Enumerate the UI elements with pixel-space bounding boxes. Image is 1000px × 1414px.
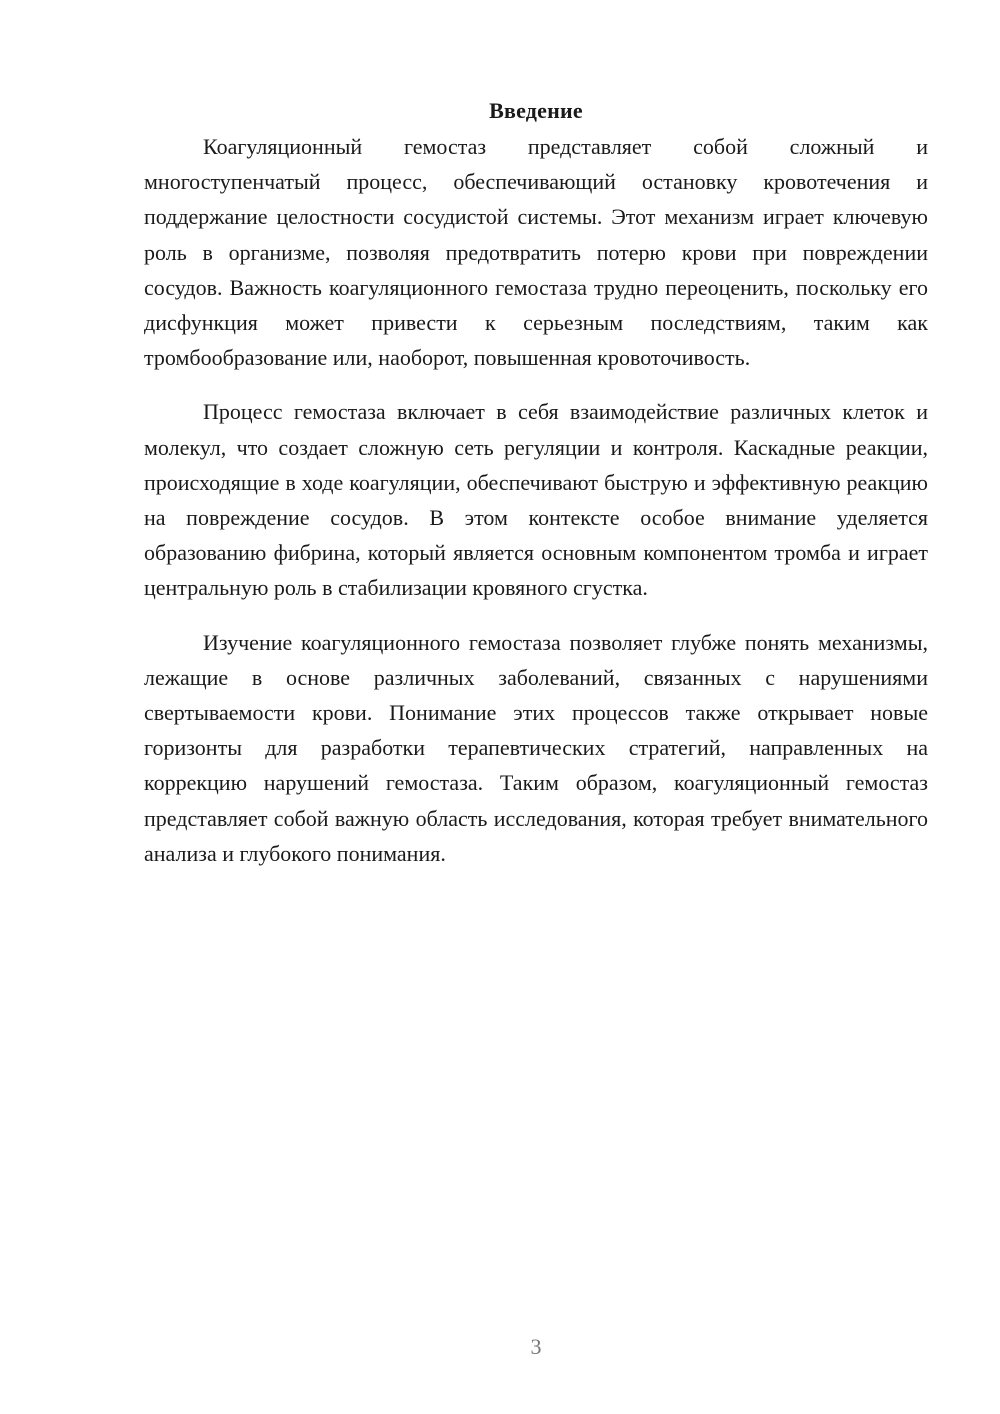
- page-number: 3: [530, 1334, 542, 1359]
- paragraph-1: Коагуляционный гемостаз представляет собой сложный и многоступенчатый процесс, обеспечивающий остановку кровотечения и поддержание целостности сосудистой системы. Этот механизм играет ключевую роль в организме, позволяя предотвратить потерю крови при повреждении сосудов. Важность коагуляционного гемостаза трудно переоценить, поскольку его дисфункция может привести к серьезным последствиям, таким как тромбообразование или, наоборот, повышенная кровоточивость.: [144, 134, 928, 371]
- paragraph-3: Изучение коагуляционного гемостаза позволяет глубже понять механизмы, лежащие в основе различных заболеваний, связанных с нарушениями свертываемости крови. Понимание этих процессов также открывает новые горизонты для разработки терапевтических стратегий, направленных на коррекцию нарушений гемостаза. Таким образом, коагуляционный гемостаз представляет собой важную область исследования, которая требует внимательного анализа и глубокого понимания.: [144, 629, 928, 866]
- page-content: [144, 96, 928, 871]
- section-heading: Введение: [489, 98, 583, 123]
- paragraph-2: Процесс гемостаза включает в себя взаимодействие различных клеток и молекул, что создает сложную сеть регуляции и контроля. Каскадные реакции, происходящие в ходе коагуляции, обеспечивают быструю и эффективную реакцию на повреждение сосудов. В этом контексте особое внимание уделяется образованию фибрина, который является основным компонентом тромба и играет центральную роль в стабилизации кровяного сгустка.: [144, 399, 928, 601]
